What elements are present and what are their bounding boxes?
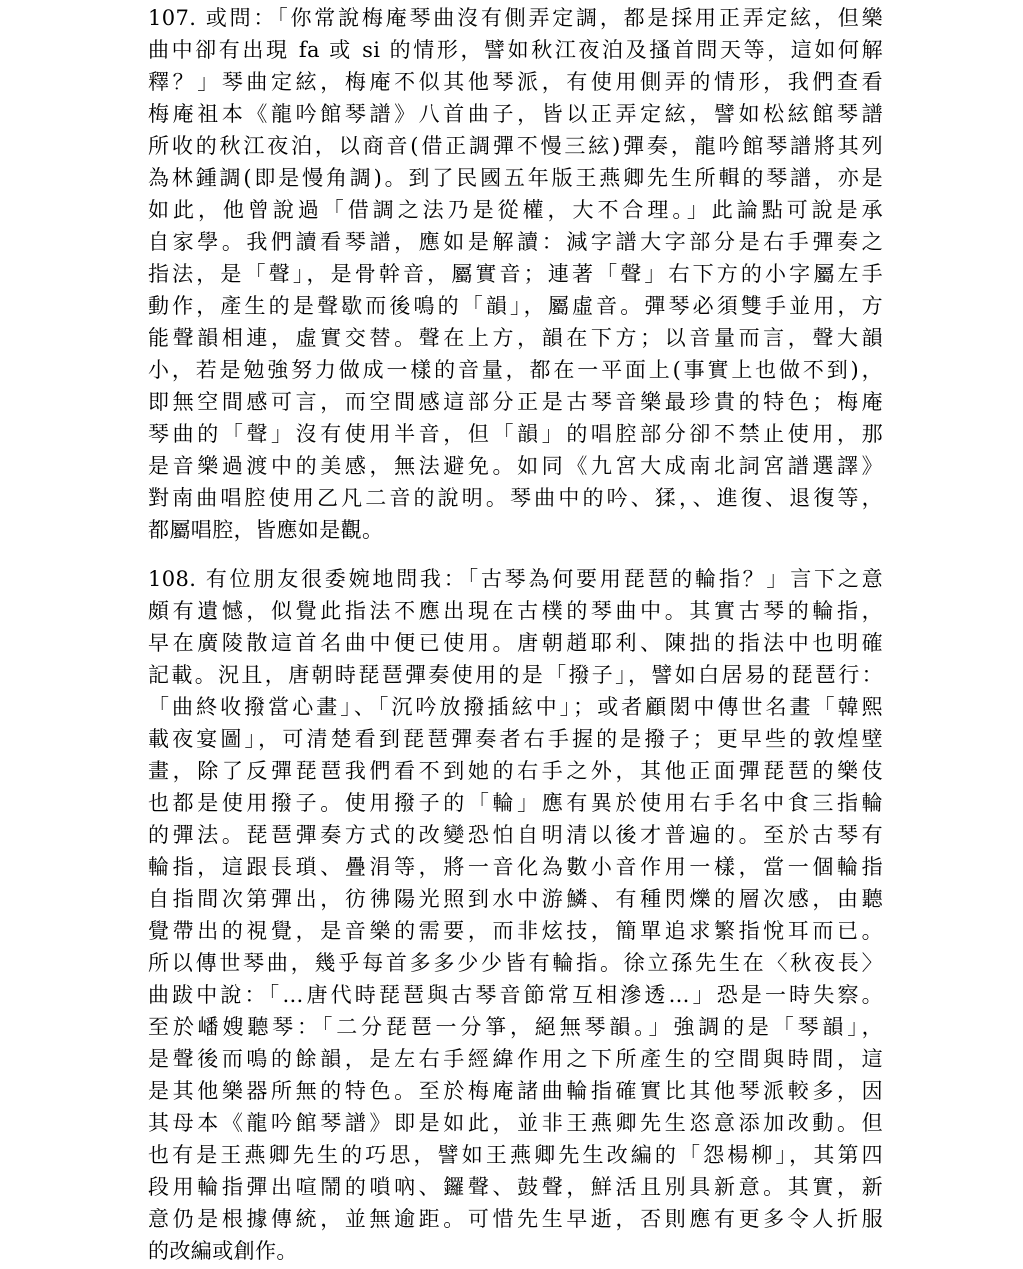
text-line: 釋？」琴曲定絃，梅庵不似其他琴派，有使用側弄的情形，我們查看	[148, 70, 883, 94]
text-line: 是其他樂器所無的特色。至於梅庵諸曲輪指確實比其他琴派較多，因	[148, 1079, 883, 1103]
text-line: 能聲韻相連，虛實交替。聲在上方，韻在下方；以音量而言，聲大韻	[148, 326, 883, 350]
text-line: 是聲後而鳴的餘韻，是左右手經緯作用之下所產生的空間與時間，這	[148, 1047, 883, 1071]
text-line: 是音樂過渡中的美感，無法避免。如同《九宮大成南北詞宮譜選譯》	[148, 454, 883, 478]
text-line: 輪指，這跟長瑣、疊涓等，將一音化為數小音作用一樣，當一個輪指	[148, 855, 883, 879]
text-line: 載夜宴圖」，可清楚看到琵琶彈奏者右手握的是撥子；更早些的敦煌壁	[148, 727, 883, 751]
text-line: 至於嶓嫂聽琴：「二分琵琶一分箏，絕無琴韻。」強調的是「琴韻」，	[148, 1015, 883, 1039]
text-line: 早在廣陵散這首名曲中便已使用。唐朝趙耶利、陳拙的指法中也明確	[148, 631, 883, 655]
text-line: 自家學。我們讀看琴譜，應如是解讀：減字譜大字部分是右手彈奏之	[148, 230, 883, 254]
text-line: 畫，除了反彈琵琶我們看不到她的右手之外，其他正面彈琵琶的樂伎	[148, 759, 883, 783]
text-line: 對南曲唱腔使用乙凡二音的說明。琴曲中的吟、猱，、進復、退復等，	[148, 486, 883, 510]
text-line: 小，若是勉強努力做成一樣的音量，都在一平面上(事實上也做不到)，	[148, 358, 883, 382]
paragraph-107	[148, 2, 883, 546]
text-line: 108. 有位朋友很委婉地問我：「古琴為何要用琵琶的輪指？」言下之意	[148, 567, 883, 591]
text-line: 自指間次第彈出，彷彿陽光照到水中游鱗、有種閃爍的層次感，由聽	[148, 887, 883, 911]
text-line: 頗有遺憾，似覺此指法不應出現在古樸的琴曲中。其實古琴的輪指，	[148, 599, 883, 623]
text-line: 曲跋中說：「…唐代時琵琶與古琴音節常互相滲透…」恐是一時失察。	[148, 983, 883, 1007]
text-line: 段用輪指彈出喧鬧的嗩吶、鑼聲、鼓聲，鮮活且別具新意。其實，新	[148, 1175, 883, 1199]
text-line: 動作，產生的是聲歇而後鳴的「韻」，屬虛音。彈琴必須雙手並用，方	[148, 294, 883, 318]
text-line: 曲中卻有出現 fa 或 si 的情形，譬如秋江夜泊及搔首問天等，這如何解	[148, 38, 883, 62]
text-line: 為林鍾調(即是慢角調)。到了民國五年版王燕卿先生所輯的琴譜，亦是	[148, 166, 883, 190]
text-line: 「曲終收撥當心畫」、「沉吟放撥插絃中」；或者顧閎中傳世名畫「韓熙	[148, 695, 883, 719]
text-line: 意仍是根據傳統，並無逾距。可惜先生早逝，否則應有更多令人折服	[148, 1207, 883, 1231]
paragraph-108	[148, 563, 883, 1267]
text-line: 的彈法。琵琶彈奏方式的改變恐怕自明清以後才普遍的。至於古琴有	[148, 823, 883, 847]
text-line: 即無空間感可言，而空間感這部分正是古琴音樂最珍貴的特色；梅庵	[148, 390, 883, 414]
text-line: 指法，是「聲」，是骨幹音，屬實音；連著「聲」右下方的小字屬左手	[148, 262, 883, 286]
text-line: 其母本《龍吟館琴譜》即是如此，並非王燕卿先生恣意添加改動。但	[148, 1111, 883, 1135]
text-line: 覺帶出的視覺，是音樂的需要，而非炫技，簡單追求繁指悅耳而已。	[148, 919, 883, 943]
text-line: 所收的秋江夜泊，以商音(借正調彈不慢三絃)彈奏，龍吟館琴譜將其列	[148, 134, 883, 158]
text-line: 梅庵祖本《龍吟館琴譜》八首曲子，皆以正弄定絃，譬如松絃館琴譜	[148, 102, 883, 126]
text-line: 也都是使用撥子。使用撥子的「輪」應有異於使用右手名中食三指輪	[148, 791, 883, 815]
text-line: 107. 或問：「你常說梅庵琴曲沒有側弄定調，都是採用正弄定絃，但樂	[148, 6, 883, 30]
text-line: 如此，他曾說過「借調之法乃是從權，大不合理。」此論點可說是承	[148, 198, 883, 222]
text-line: 記載。況且，唐朝時琵琶彈奏使用的是「撥子」，譬如白居易的琵琶行：	[148, 663, 883, 687]
text-line: 所以傳世琴曲，幾乎每首多多少少皆有輪指。徐立孫先生在〈秋夜長〉	[148, 951, 883, 975]
text-line: 也有是王燕卿先生的巧思，譬如王燕卿先生改編的「怨楊柳」，其第四	[148, 1143, 883, 1167]
text-line: 的改編或創作。	[148, 1239, 298, 1263]
text-line: 都屬唱腔，皆應如是觀。	[148, 518, 384, 542]
text-line: 琴曲的「聲」沒有使用半音，但「韻」的唱腔部分卻不禁止使用，那	[148, 422, 883, 446]
